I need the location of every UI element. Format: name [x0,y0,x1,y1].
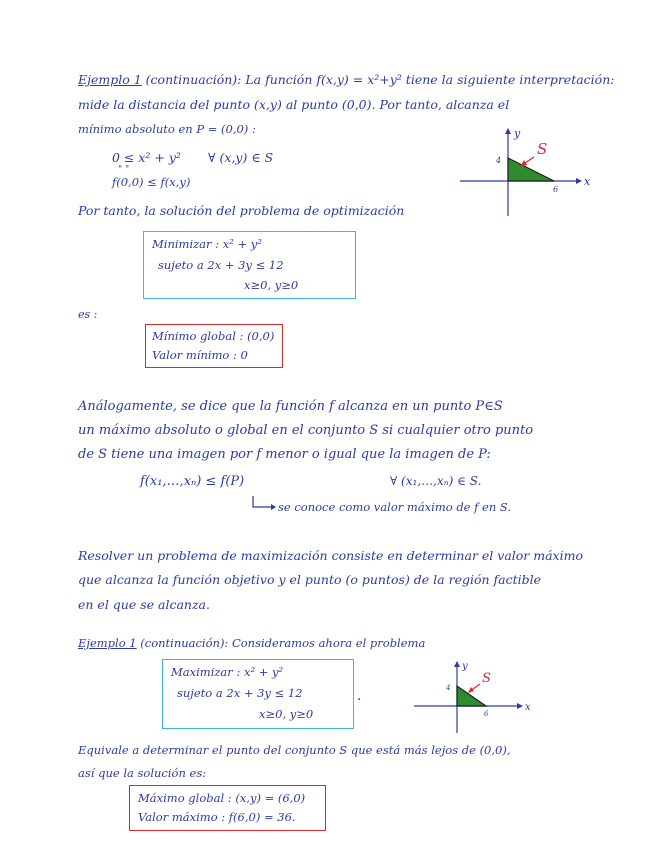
region-pointer-arrowhead [468,687,474,693]
x-axis-label: x [584,175,591,188]
y-axis-arrow [454,661,460,667]
example1-line3: mínimo absoluto en P = (0,0) : [78,122,256,136]
problem2-objective: Maximizar : x² + y² [171,665,284,679]
x-tick-label: 6 [553,185,559,194]
region-pointer-arrowhead [520,160,527,167]
maximization-line1: Resolver un problema de maximización consiste en determinar el valor máximo [78,548,583,563]
f-inequality: f(0,0) ≤ f(x,y) [112,175,191,189]
x-axis-arrow [517,703,523,709]
y-tick-label: 4 [496,156,502,165]
problem1-constraint: sujeto a 2x + 3y ≤ 12 [158,258,284,272]
maximum-solution-box [129,785,326,831]
definition-line2: un máximo absoluto o global en el conjunto S si cualquier otro punto [78,423,534,438]
x-axis-label: x [525,702,531,713]
example1-line4: Por tanto, la solución del problema de optimización [78,203,405,218]
note-arrow [251,495,277,515]
maximization-problem-box [162,659,354,729]
y-axis-arrow [505,128,511,134]
example1-line2: mide la distancia del punto (x,y) al punto (0,0). Por tanto, alcanza el [78,97,510,112]
es-label: es : [78,308,98,321]
inequality: 0 ≤ x² + y² [112,150,181,165]
solution2-global-max: Máximo global : (x,y) = (6,0) [138,791,306,805]
maximization-line2: que alcanza la función objetivo y el punto (o puntos) de la región factible [78,572,542,587]
example1-line1: Ejemplo 1 (continuación): La función f(x,y) = x²+y² tiene la siguiente interpretación: [78,72,615,87]
solution1-global-min: Mínimo global : (0,0) [152,329,275,343]
forall-expression: ∀ (x,y) ∈ S [208,150,274,165]
example1b-line1: Ejemplo 1 (continuación): Consideramos ahora el problema [78,636,426,650]
minimum-solution-box [145,324,283,368]
max-value-note: se conoce como valor máximo de f en S. [278,500,512,514]
region-graph-1 [458,124,591,219]
example1b-line3: así que la solución es: [78,766,207,780]
region-label: S [537,140,548,158]
x-tick-label: 6 [484,710,489,718]
equality-marks: " " [118,165,130,175]
definition-line1: Análogamente, se dice que la función f alcanza en un punto P∈S [78,399,503,414]
solution1-min-value: Valor mínimo : 0 [152,348,248,362]
problem1-objective: Minimizar : x² + y² [152,237,262,251]
region-graph-2 [412,655,532,735]
minimization-problem-box [143,231,356,299]
x-axis-arrow [576,178,582,184]
example1b-line2: Equivale a determinar el punto del conjunto S que está más lejos de (0,0), [78,743,511,757]
definition-formula: f(x₁,…,xₙ) ≤ f(P) [140,474,245,489]
y-axis-label: y [514,127,521,140]
problem2-nonnegativity: x≥0, y≥0 [259,707,314,721]
problem2-constraint: sujeto a 2x + 3y ≤ 12 [177,686,303,700]
definition-forall: ∀ (x₁,…,xₙ) ∈ S. [390,474,482,488]
example1-heading: Ejemplo 1 [78,72,142,87]
y-tick-label: 4 [446,684,451,692]
maximization-line3: en el que se alcanza. [78,597,210,612]
feasible-region [508,158,554,181]
problem2-period: . [357,688,362,704]
solution2-max-value: Valor máximo : f(6,0) = 36. [138,810,296,824]
y-axis-label: y [462,661,468,672]
definition-line3: de S tiene una imagen por f menor o igual que la imagen de P: [78,447,491,462]
example1b-heading: Ejemplo 1 [78,636,137,650]
problem1-nonnegativity: x≥0, y≥0 [244,278,299,292]
region-label: S [482,671,491,686]
